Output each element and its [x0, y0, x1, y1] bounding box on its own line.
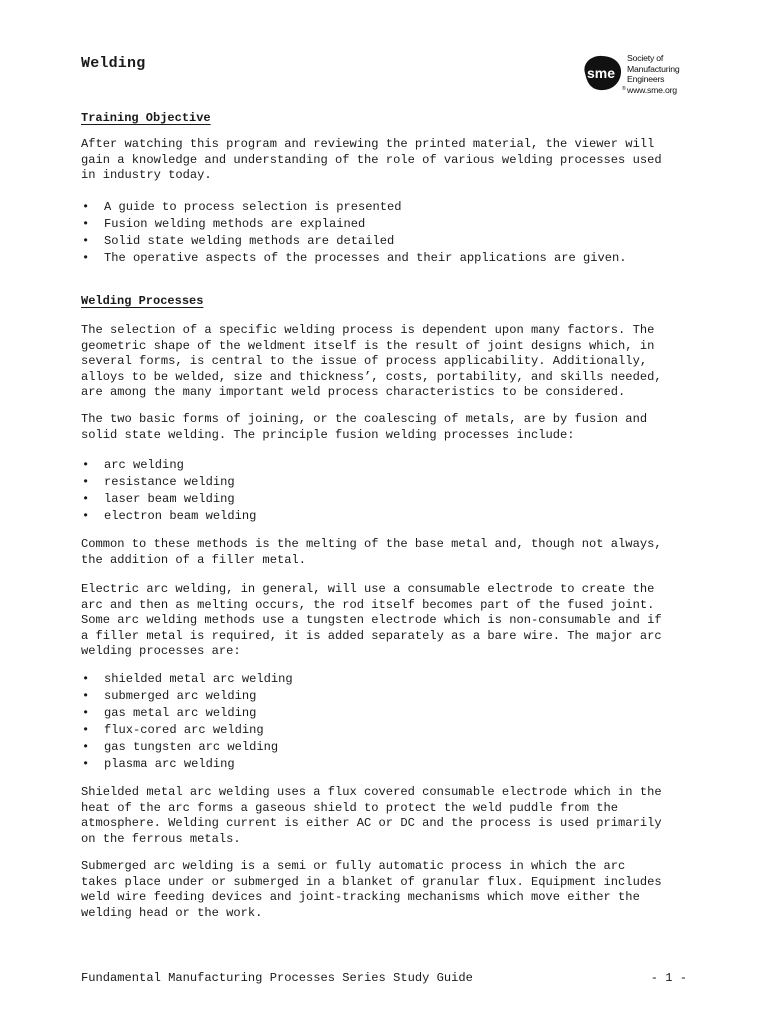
list-item: • Fusion welding methods are explained — [81, 216, 627, 233]
list-item: • The operative aspects of the processes and their applications are given. — [81, 250, 627, 267]
list-item: • shielded metal arc welding — [81, 671, 293, 688]
footer-series-title: Fundamental Manufacturing Processes Series Study Guide — [81, 971, 473, 985]
svg-text:sme: sme — [586, 65, 616, 81]
shielded-metal-paragraph: Shielded metal arc welding uses a flux covered consumable electrode which in the heat of the arc forms a gaseous shield to protect the weld puddle from the atmosphere. Welding current is either AC or DC and the process is used primarily on the ferrous metals. — [81, 785, 662, 846]
list-item: • electron beam welding — [81, 508, 256, 525]
list-item: • gas metal arc welding — [81, 705, 293, 722]
list-item: • Solid state welding methods are detailed — [81, 233, 627, 250]
training-objective-heading: Training Objective — [81, 111, 211, 125]
document-title: Welding — [81, 55, 146, 72]
list-item: • plasma arc welding — [81, 756, 293, 773]
arc-process-list — [81, 671, 293, 772]
objective-bullet-list — [81, 199, 627, 267]
list-item: • A guide to process selection is presented — [81, 199, 627, 216]
joining-forms-paragraph: The two basic forms of joining, or the coalescing of metals, are by fusion and solid state welding. The principle fusion welding processes include: — [81, 412, 648, 442]
logo-line-3: Engineers — [627, 74, 665, 84]
svg-text:®: ® — [622, 86, 626, 92]
fusion-process-list — [81, 457, 256, 525]
sme-logo-icon — [578, 54, 624, 92]
list-item: • resistance welding — [81, 474, 256, 491]
training-objective-intro: After watching this program and reviewing the printed material, the viewer will gain a knowledge and understanding of the role of various welding processes used in industry today. — [81, 137, 662, 182]
list-item: • laser beam welding — [81, 491, 256, 508]
page-footer — [81, 971, 687, 985]
list-item: • gas tungsten arc welding — [81, 739, 293, 756]
document-page — [81, 0, 687, 1024]
logo-line-4: www.sme.org — [627, 84, 677, 95]
sme-logo-text — [627, 53, 679, 95]
logo-line-2: Manufacturing — [627, 63, 680, 74]
list-item: • flux-cored arc welding — [81, 722, 293, 739]
melting-paragraph: Common to these methods is the melting of the base metal and, though not always, the addition of a filler metal. — [81, 537, 662, 567]
list-item: • arc welding — [81, 457, 256, 474]
list-item: • submerged arc welding — [81, 688, 293, 705]
process-selection-paragraph: The selection of a specific welding process is dependent upon many factors. The geometric shape of the weldment itself is the result of joint designs which, in several forms, is central to the issue of process applicability. Additionally, alloys to be welded, size and thickness’, costs, portability, and skills needed, are among the many important weld process characteristics to be considered. — [81, 323, 662, 399]
submerged-arc-paragraph: Submerged arc welding is a semi or fully automatic process in which the arc takes place under or submerged in a blanket of granular flux. Equipment includes weld wire feeding devices and joint-tracking mechanisms which move either the welding head or the work. — [81, 859, 662, 920]
welding-processes-heading: Welding Processes — [81, 294, 204, 308]
logo-line-1: Society of — [627, 53, 664, 63]
sme-logo — [578, 53, 690, 97]
page-number: - 1 - — [650, 971, 687, 985]
electric-arc-paragraph: Electric arc welding, in general, will use a consumable electrode to create the arc and then as melting occurs, the rod itself becomes part of the fused joint. Some arc welding methods use a tungsten electrode which is non-consumable and if a filler metal is required, it is added separately as a bare wire. The major arc welding processes are: — [81, 582, 662, 658]
